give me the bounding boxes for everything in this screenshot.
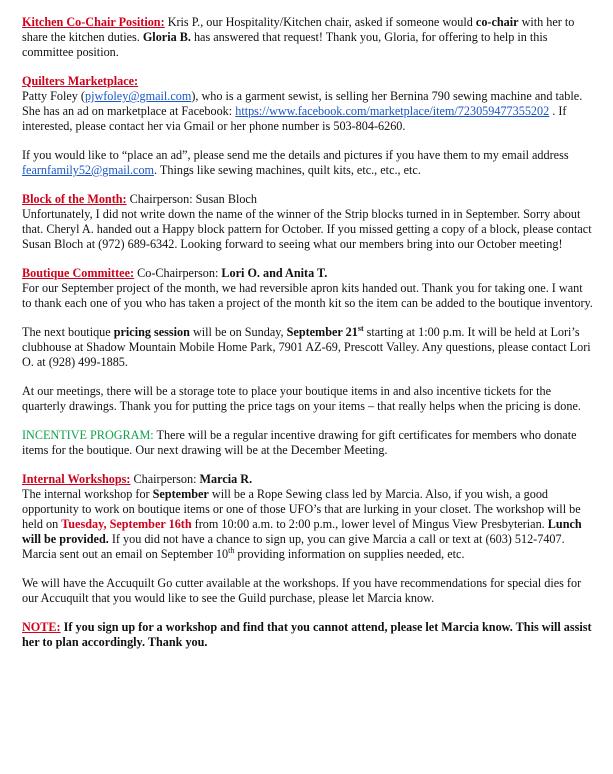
boutique-section <box>22 266 595 311</box>
incentive-text: There will be a regular incentive drawing for gift certificates for members who donate items for the boutique. Our next drawing will be at the December Meeting. <box>22 428 577 457</box>
quilters-text-2: ), who is a garment sewist, is selling her Bernina 790 sewing machine and table. She has an ad on marketplace at Facebook: <box>22 89 583 118</box>
pricing-text-3: starting at 1:00 p.m. It will be held at Lori’s clubhouse at Shadow Mountain Mobile Home Park, 7901 AZ-69, Prescott Valley. Any questions, please contact Lori O. at (928) 499-1885. <box>22 325 591 369</box>
block-text: Unfortunately, I did not write down the name of the winner of the Strip blocks turned in in September. Sorry about that. Cheryl A. handed out a Happy block pattern for October. If you missed getting a copy of a block, please contact Susan Bloch at (972) 689-6342. Looking forward to seeing what our members bring into our October meeting! <box>22 207 592 251</box>
kitchen-text-2: with her to share the kitchen duties. <box>22 15 575 44</box>
kitchen-bold-gloria: Gloria B. <box>142 30 191 44</box>
workshops-section <box>22 472 595 562</box>
workshops-text-2: will be a Rope Sewing class led by Marcia. Also, if you wish, a good opportunity to work on boutique items or one of those UFO’s that are lurking in your closet. The workshop will be held on <box>22 487 581 531</box>
pricing-date-suffix: st <box>357 323 364 333</box>
boutique-chair-label: Co-Chairperson: <box>137 266 222 280</box>
kitchen-bold-cochair: co-chair <box>475 15 519 29</box>
quilters-heading: Quilters Marketplace: <box>22 74 139 88</box>
quilters-email-link[interactable]: pjwfoley@gmail.com <box>84 89 192 103</box>
incentive-heading: INCENTIVE PROGRAM: <box>22 428 154 442</box>
note-section <box>22 620 595 650</box>
block-heading: Block of the Month: <box>22 192 127 206</box>
incentive-section <box>22 428 595 458</box>
kitchen-section <box>22 15 595 60</box>
accuquilt-text: We will have the Accuquilt Go cutter available at the workshops. If you have recommendations for special dies for our Accuquilt that you would like to see the Guild purchase, please let Marcia know. <box>22 576 582 605</box>
block-chair: Chairperson: Susan Bloch <box>129 192 257 206</box>
storage-section <box>22 384 595 414</box>
storage-text: At our meetings, there will be a storage tote to place your boutique items in and also incentive tickets for the quarterly drawings. Thank you for putting the price tags on your items – that really helps when the pricing is done. <box>22 384 581 413</box>
workshops-bold-september: September <box>152 487 209 501</box>
place-ad-section <box>22 148 595 178</box>
pricing-bold-session: pricing session <box>113 325 190 339</box>
quilters-facebook-link[interactable]: https://www.facebook.com/marketplace/item/723059477355202 <box>235 104 550 118</box>
boutique-text: For our September project of the month, we had reversible apron kits handed out. Thank you for taking one. I want to thank each one of you who has taken a project of the month kit so the item can be added to the boutique inventory. <box>22 281 593 310</box>
pricing-text-2: will be on Sunday, <box>189 325 287 339</box>
note-text: If you sign up for a workshop and find that you cannot attend, please let Marcia know. This will assist her to plan accordingly. Thank you. <box>22 620 592 649</box>
workshops-text-5: providing information on supplies needed, etc. <box>234 547 465 561</box>
workshops-chair-name: Marcia R. <box>199 472 253 486</box>
workshops-lunch: Lunch will be provided. <box>22 517 582 546</box>
workshops-text-4: If you did not have a chance to sign up, you can give Marcia a call or text at (603) 512-7407. Marcia sent out an email on September 10 <box>22 532 565 561</box>
quilters-section <box>22 74 595 134</box>
workshops-text-1: The internal workshop for <box>22 487 153 501</box>
workshops-chair-label: Chairperson: <box>133 472 200 486</box>
pricing-bold-date: September 21 <box>286 325 358 339</box>
boutique-chair-names: Lori O. and Anita T. <box>221 266 328 280</box>
workshops-date: Tuesday, September 16th <box>61 517 192 531</box>
note-heading: NOTE: <box>22 620 61 634</box>
boutique-heading: Boutique Committee: <box>22 266 135 280</box>
kitchen-heading: Kitchen Co-Chair Position: <box>22 15 165 29</box>
quilters-text-3: . If interested, please contact her via Gmail or her phone number is 503-804-6260. <box>22 104 567 133</box>
block-section <box>22 192 595 252</box>
accuquilt-section <box>22 576 595 606</box>
place-ad-email-link[interactable]: fearnfamily52@gmail.com <box>22 163 155 177</box>
pricing-text-1: The next boutique <box>22 325 114 339</box>
quilters-text-1: Patty Foley ( <box>22 89 85 103</box>
pricing-section <box>22 325 595 370</box>
workshops-heading: Internal Workshops: <box>22 472 131 486</box>
workshops-text-3: from 10:00 a.m. to 2:00 p.m., lower level of Mingus View Presbyterian. <box>191 517 548 531</box>
place-ad-text-1: If you would like to “place an ad”, please send me the details and pictures if you have them to my email address <box>22 148 569 162</box>
kitchen-text-1: Kris P., our Hospitality/Kitchen chair, asked if someone would <box>167 15 476 29</box>
place-ad-text-2: . Things like sewing machines, quilt kits, etc., etc., etc. <box>154 163 421 177</box>
kitchen-text-3: has answered that request! Thank you, Gloria, for offering to help in this committee position. <box>22 30 548 59</box>
workshops-th-suffix: th <box>228 545 235 555</box>
